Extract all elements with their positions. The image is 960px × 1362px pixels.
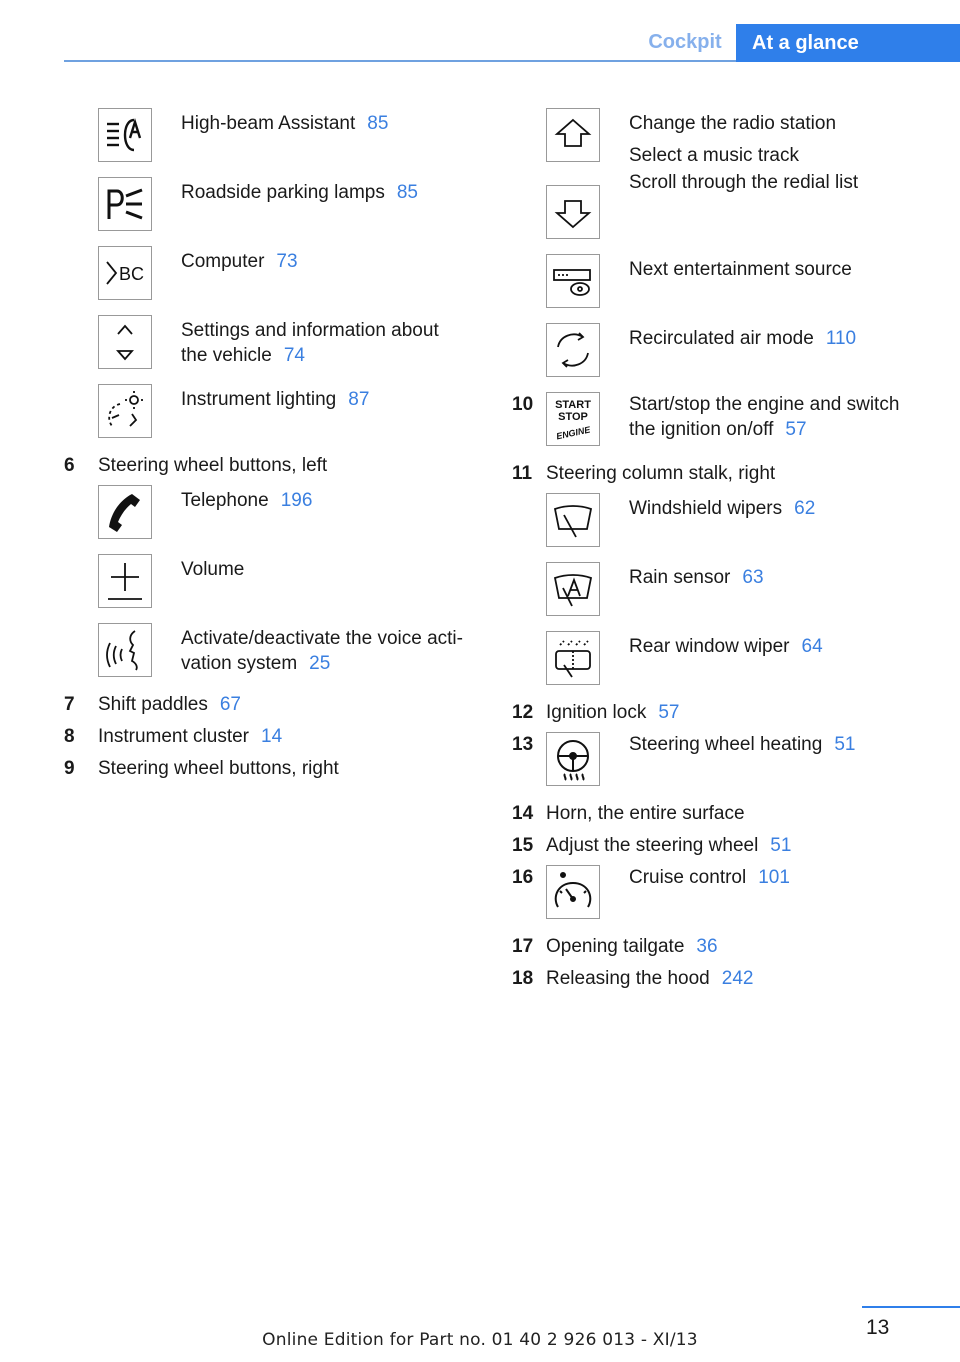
edition-footer: Online Edition for Part no. 01 40 2 926 013 - XI/13: [262, 1330, 698, 1350]
list-item: [512, 631, 932, 687]
instrument-lighting-icon: [98, 384, 152, 438]
list-item: [512, 562, 932, 618]
numbered-item-15: [512, 833, 932, 858]
voice-activation-icon: [98, 623, 152, 677]
list-item-text: [181, 177, 418, 205]
page-link[interactable]: 110: [825, 328, 857, 349]
list-item: [512, 254, 932, 310]
arrow-down-icon: [546, 185, 600, 239]
numbered-item-13: [512, 732, 932, 788]
right-column: [512, 108, 932, 998]
item-number: 13: [512, 734, 534, 755]
item-label: Rear window wiper: [629, 636, 790, 657]
item-label-line: Change the radio station: [629, 113, 837, 134]
list-item-text: [629, 865, 790, 890]
list-item: [64, 177, 494, 233]
list-item-text: [629, 392, 899, 442]
item-number: 9: [64, 758, 75, 779]
numbered-item-14: [512, 801, 932, 826]
page-link[interactable]: 85: [396, 182, 418, 203]
item-label: Instrument lighting: [181, 389, 337, 410]
icon-caption-engine: ENGINE: [555, 424, 592, 442]
rear-wiper-icon: [546, 631, 600, 685]
numbered-item-12: [512, 700, 932, 725]
list-item-text: [181, 246, 298, 274]
page-link[interactable]: 57: [785, 419, 807, 440]
rain-sensor-icon: [546, 562, 600, 616]
item-label: Volume: [181, 559, 245, 580]
page-link[interactable]: 73: [276, 251, 298, 272]
list-item-text: [181, 384, 369, 412]
page-link[interactable]: 67: [219, 694, 241, 715]
item-number: 10: [512, 394, 534, 415]
item-label: Steering wheel buttons, right: [98, 758, 339, 779]
item-label: Scroll through the redial list: [629, 172, 859, 193]
svg-text:BC: BC: [119, 264, 145, 284]
item-label-line: vation system: [181, 653, 298, 674]
list-item-text: [629, 493, 815, 521]
list-item-text: [181, 108, 388, 136]
item-label: Telephone: [181, 490, 269, 511]
page-link[interactable]: 85: [367, 113, 389, 134]
icon-caption-start: START: [555, 399, 591, 411]
recirculated-air-icon: [546, 323, 600, 377]
item-label: Rain sensor: [629, 567, 731, 588]
list-item: [64, 315, 494, 371]
item-label: Opening tailgate: [546, 936, 685, 957]
list-item-text: [181, 485, 312, 513]
list-item-text: [629, 108, 836, 172]
item-label-line: Select a music track: [629, 145, 799, 166]
list-item-text: [181, 554, 244, 582]
windshield-wiper-icon: [546, 493, 600, 547]
steering-heating-icon: [546, 732, 600, 786]
numbered-item-6: [64, 453, 494, 478]
item-number: 12: [512, 702, 534, 723]
page-number: 13: [866, 1316, 890, 1339]
page-link[interactable]: 242: [721, 968, 754, 989]
item-label: High-beam Assistant: [181, 113, 356, 134]
start-stop-engine-icon: [546, 392, 600, 446]
list-item: [512, 108, 932, 172]
parking-lamps-icon: [98, 177, 152, 231]
numbered-item-16: [512, 865, 932, 921]
list-item: [512, 172, 932, 241]
page-link[interactable]: 36: [696, 936, 718, 957]
list-item-text: [629, 562, 764, 590]
page-link[interactable]: 87: [348, 389, 370, 410]
numbered-item-8: [64, 724, 494, 749]
item-number: 14: [512, 803, 534, 824]
tab-cockpit[interactable]: Cockpit: [636, 24, 734, 60]
item-label-line: the ignition on/off: [629, 419, 774, 440]
list-item-text: [629, 323, 856, 351]
page-link[interactable]: 74: [283, 345, 305, 366]
list-item-text: [181, 623, 463, 676]
numbered-item-18: [512, 966, 932, 991]
item-label: Recirculated air mode: [629, 328, 814, 349]
item-number: 18: [512, 968, 534, 989]
high-beam-assistant-icon: [98, 108, 152, 162]
item-number: 16: [512, 867, 534, 888]
up-down-arrows-icon: [98, 315, 152, 369]
page-link[interactable]: 57: [658, 702, 680, 723]
item-label: Steering column stalk, right: [546, 463, 776, 484]
list-item: [64, 246, 494, 302]
item-label-line: the vehicle: [181, 345, 272, 366]
page-link[interactable]: 51: [770, 835, 792, 856]
item-label: Roadside parking lamps: [181, 182, 385, 203]
page-link[interactable]: 51: [834, 734, 856, 755]
item-number: 8: [64, 726, 75, 747]
list-item-text: [629, 167, 858, 195]
numbered-item-10: [512, 392, 932, 448]
item-number: 15: [512, 835, 534, 856]
tab-at-a-glance[interactable]: At a glance: [736, 24, 960, 62]
numbered-item-9: [64, 756, 494, 781]
item-number: 6: [64, 455, 75, 476]
numbered-item-17: [512, 934, 932, 959]
numbered-item-11: [512, 461, 932, 486]
item-label: Windshield wipers: [629, 498, 783, 519]
item-label: Horn, the entire surface: [546, 803, 745, 824]
list-item-text: [629, 254, 852, 282]
computer-bc-icon: [98, 246, 152, 300]
item-label: Steering wheel heating: [629, 734, 823, 755]
item-label: Computer: [181, 251, 265, 272]
item-label-line: Settings and information about: [181, 320, 439, 341]
item-label-line: Activate/deactivate the voice acti-: [181, 628, 463, 649]
item-number: 7: [64, 694, 75, 715]
icon-caption-stop: STOP: [558, 411, 588, 423]
item-label: Releasing the hood: [546, 968, 710, 989]
page-link[interactable]: 64: [801, 636, 823, 657]
page-link[interactable]: 25: [309, 653, 331, 674]
item-label: Cruise control: [629, 867, 747, 888]
list-item: [64, 384, 494, 440]
numbered-item-7: [64, 692, 494, 717]
item-label: Steering wheel buttons, left: [98, 455, 328, 476]
list-item: [64, 623, 494, 679]
list-item: [512, 493, 932, 549]
list-item-text: [629, 732, 855, 757]
list-item: [64, 554, 494, 610]
item-label-line: Start/stop the engine and switch: [629, 394, 900, 415]
cruise-control-icon: [546, 865, 600, 919]
page-link[interactable]: 14: [261, 726, 283, 747]
item-label: Ignition lock: [546, 702, 647, 723]
entertainment-source-icon: [546, 254, 600, 308]
list-item: [64, 108, 494, 164]
item-label: Adjust the steering wheel: [546, 835, 759, 856]
item-label: Shift paddles: [98, 694, 208, 715]
item-label: Instrument cluster: [98, 726, 249, 747]
item-label: Next entertainment source: [629, 259, 852, 280]
left-column: [64, 108, 494, 788]
page-link[interactable]: 63: [742, 567, 764, 588]
list-item: [512, 323, 932, 379]
page-link[interactable]: 62: [794, 498, 816, 519]
telephone-icon: [98, 485, 152, 539]
item-number: 11: [512, 463, 533, 484]
item-number: 17: [512, 936, 534, 957]
page-link[interactable]: 101: [758, 867, 790, 888]
volume-plus-icon: [98, 554, 152, 608]
list-item-text: [629, 631, 823, 659]
list-item-text: [181, 315, 439, 368]
arrow-up-icon: [546, 108, 600, 162]
list-item: [64, 485, 494, 541]
footer-rule: [862, 1306, 960, 1308]
page-link[interactable]: 196: [280, 490, 313, 511]
